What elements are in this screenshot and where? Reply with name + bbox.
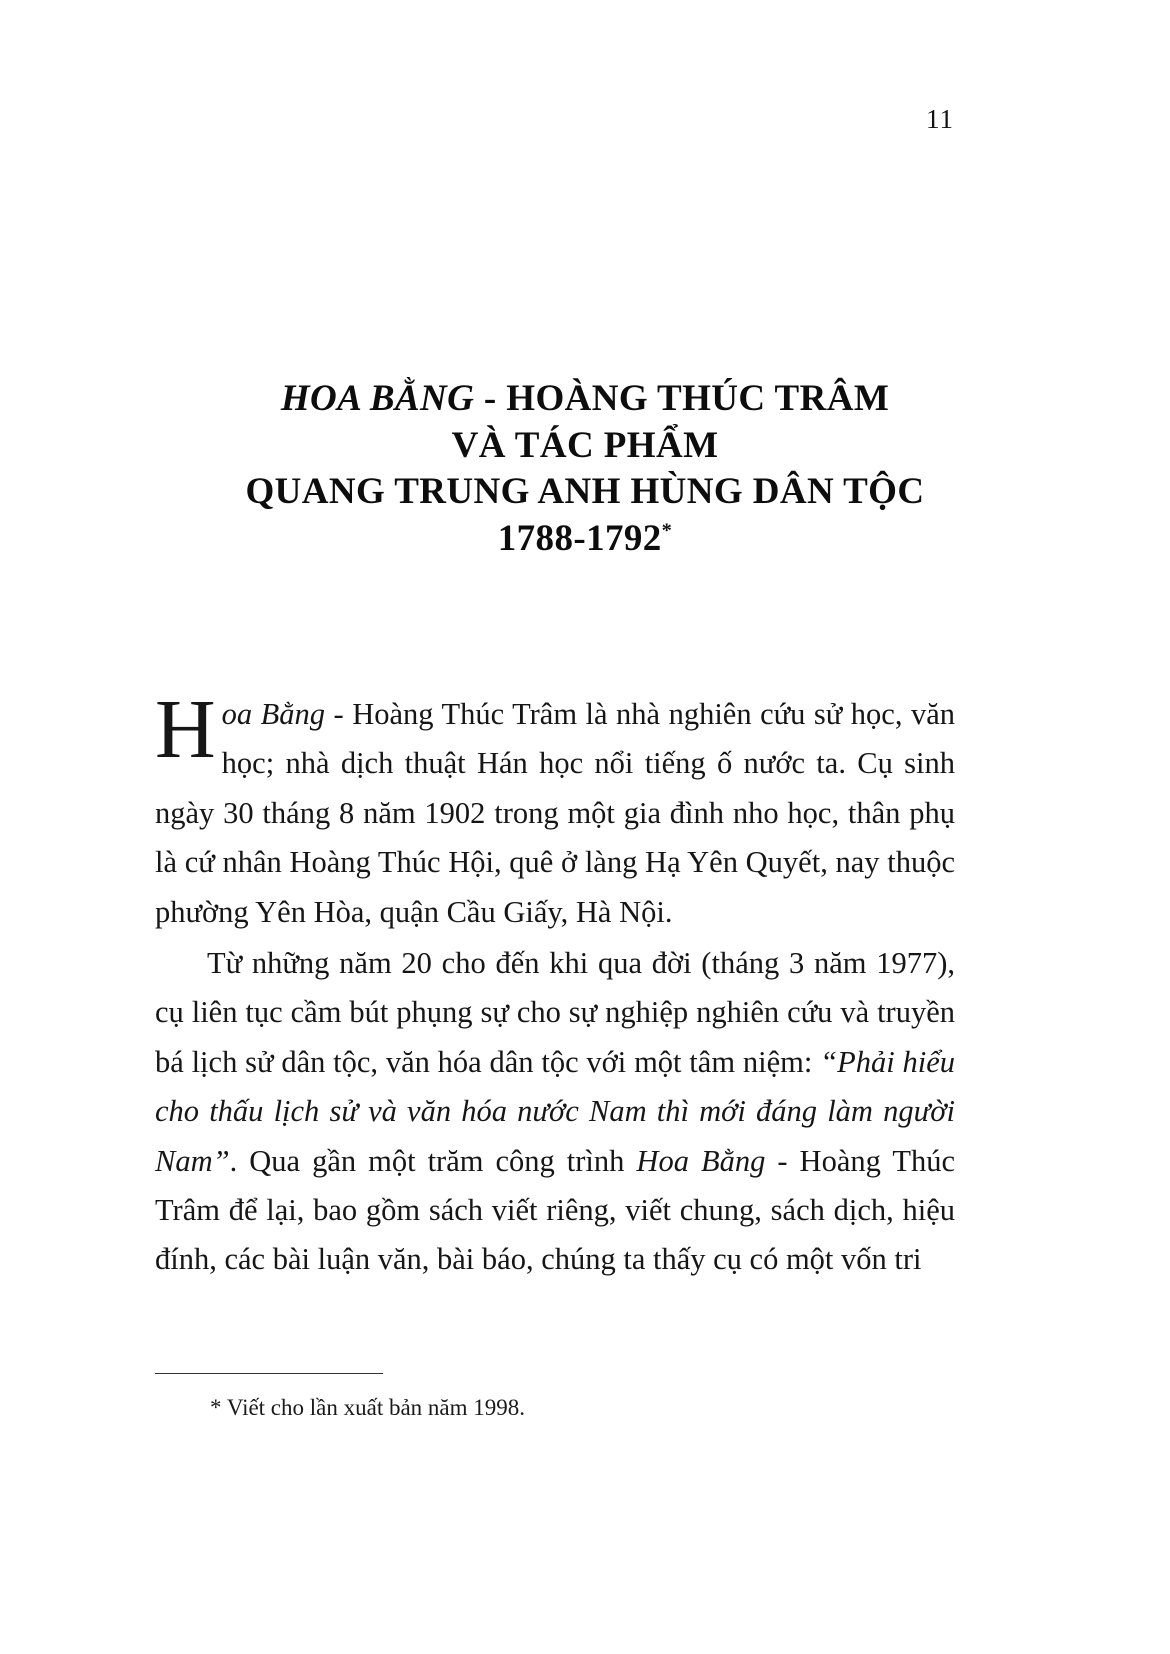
footnote-area [155,1373,955,1424]
paragraph-2-segment-1: Từ những năm 20 cho đến khi qua đời (tháng 3 năm 1977), cụ liên tục cầm bút phụng sự cho sự nghiệp nghiên cứu và truyền bá lịch sử dân tộc, văn hóa dân tộc với một tâm niệm: [155,946,955,1079]
title-line-1-rest: HOÀNG THÚC TRÂM [506,378,890,419]
title-line-4 [150,516,1020,563]
paragraph-1 [155,683,955,937]
paragraph-2-segment-2: . Qua gần một trăm công trình [229,1143,637,1178]
paragraph-1-rest: - Hoàng Thúc Trâm là nhà nghiên cứu sử học, văn học; nhà dịch thuật Hán học nổi tiếng ố nước ta. Cụ sinh ngày 30 tháng 8 năm 1902 trong một gia đình nho học, thân phụ là cứ nhân Hoàng Thúc Hội, quê ở làng Hạ Yên Quyết, nay thuộc phường Yên Hòa, quận Cầu Giấy, Hà Nội. [155,697,955,929]
footnote-divider [155,1373,383,1374]
paragraph-2-italic-name: Hoa Bằng [636,1143,766,1178]
paragraph-2 [155,939,955,1285]
title-line-2: VÀ TÁC PHẨM [451,424,719,466]
page-title [150,376,1020,562]
page-number: 11 [926,104,954,134]
title-line-1-dash: - [474,378,507,419]
paragraph-1-lead-italic: oa Bằng [221,697,326,731]
title-years: 1788-1792 [497,517,662,559]
title-line-1 [150,376,1020,423]
body-text [155,683,955,1285]
title-line-3: QUANG TRUNG ANH HÙNG DÂN TỘC [245,471,925,513]
paragraph-2-quote: “Phải hiểu cho thấu lịch sử và văn hóa nước Nam thì mới đáng làm người Nam” [155,1044,955,1178]
drop-cap: H [155,683,216,776]
title-line-1-italic: HOA BẰNG [280,378,475,419]
footnote-text: * Viết cho lần xuất bản năm 1998. [210,1395,526,1420]
paragraph-2-segment-3: - Hoàng Thúc Trâm để lại, bao gồm sách viết riêng, viết chung, sách dịch, hiệu đính, các bài luận văn, bài báo, chúng ta thấy cụ có một vốn tri [155,1143,955,1277]
footnote-marker: * [661,519,673,542]
